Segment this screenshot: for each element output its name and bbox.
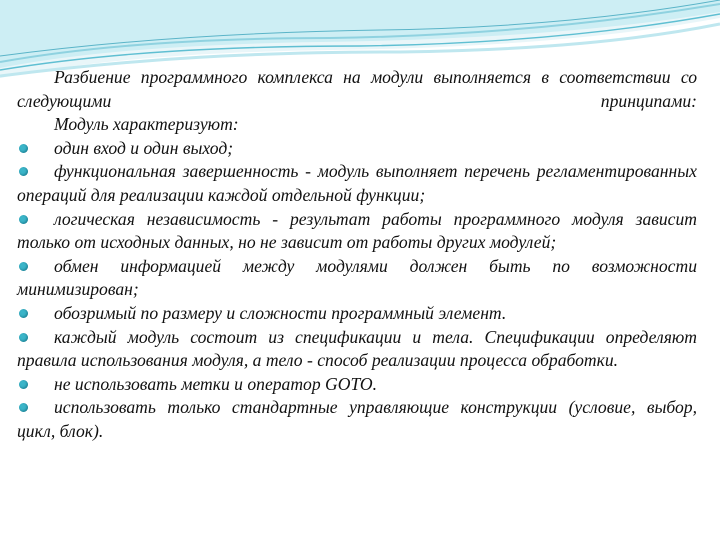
bullet-item <box>17 326 697 373</box>
bullet-item <box>17 373 697 397</box>
teal-circle-bullet-icon <box>19 380 28 389</box>
teal-circle-bullet-icon <box>19 403 28 412</box>
teal-circle-bullet-icon <box>19 167 28 176</box>
teal-circle-bullet-icon <box>19 144 28 153</box>
bullet-text: обмен информацией между модулями должен быть по возможности минимизирован; <box>17 255 697 300</box>
lead-line: Модуль характеризуют: <box>54 114 239 135</box>
bullet-item <box>17 208 697 255</box>
bullet-text: каждый модуль состоит из спецификации и тела. Спецификации определяют правила использования модуля, а тело - способ реализации процесса обработки. <box>17 326 697 371</box>
bullet-text: использовать только стандартные управляющие конструкции (условие, выбор, цикл, блок). <box>17 397 697 441</box>
teal-circle-bullet-icon <box>19 262 28 271</box>
bullet-text: логическая независимость - результат работы программного модуля зависит только от исходных данных, но не зависит от работы других модулей; <box>17 208 697 253</box>
bullet-text: не использовать метки и оператор GOTO. <box>54 373 378 394</box>
bullet-text: обозримый по размеру и сложности программный элемент. <box>54 302 507 323</box>
teal-circle-bullet-icon <box>19 309 28 318</box>
bullet-item <box>17 302 697 326</box>
bullet-text: один вход и один выход; <box>54 137 234 158</box>
teal-circle-bullet-icon <box>19 333 28 342</box>
bullet-item <box>17 396 697 443</box>
bullet-item <box>17 160 697 207</box>
bullet-item <box>17 137 697 161</box>
teal-circle-bullet-icon <box>19 215 28 224</box>
slide-text <box>17 66 697 444</box>
bullet-item <box>17 255 697 302</box>
intro-paragraph: Разбиение программного комплекса на модули выполняется в соответствии со следующими принципами: <box>17 67 697 111</box>
bullet-text: функциональная завершенность - модуль выполняет перечень регламентированных операций для реализации каждой отдельной функции; <box>17 161 697 205</box>
